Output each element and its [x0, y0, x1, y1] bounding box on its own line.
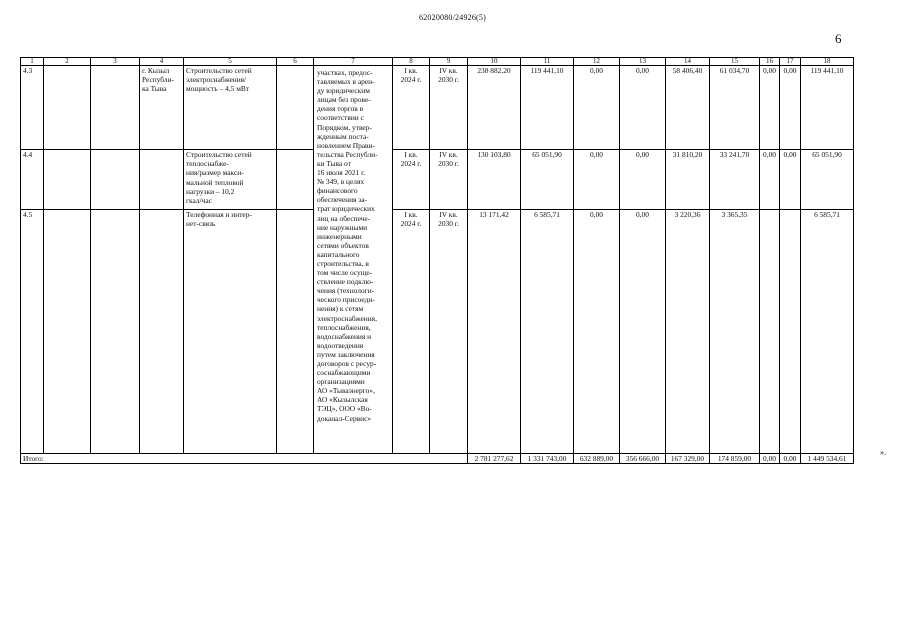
table-row — [21, 210, 854, 454]
total-row — [21, 454, 854, 464]
column-number: 12 — [574, 58, 620, 66]
row-number: 4.3 — [21, 66, 44, 150]
amount-cell: 65 051,90 — [521, 150, 574, 210]
amount-cell: 33 241,70 — [710, 150, 760, 210]
amount-cell: 0,00 — [620, 150, 666, 210]
end-date-cell: IV кв. 2030 г. — [430, 210, 468, 454]
start-date-cell: I кв. 2024 г. — [393, 210, 430, 454]
amount-cell: 0,00 — [760, 66, 780, 150]
cell-col2 — [44, 66, 91, 150]
amount-cell: 6 585,71 — [521, 210, 574, 454]
cell-col6 — [277, 150, 314, 210]
cell-col3 — [91, 150, 140, 210]
row-number: 4.5 — [21, 210, 44, 454]
amount-cell: 0,00 — [574, 210, 620, 454]
column-number: 5 — [184, 58, 277, 66]
location-cell — [140, 210, 184, 454]
closing-mark: ». — [880, 448, 886, 457]
column-number-row — [21, 58, 854, 66]
amount-cell: 130 103,80 — [468, 150, 521, 210]
column-number: 8 — [393, 58, 430, 66]
amount-cell: 58 406,40 — [666, 66, 710, 150]
amount-cell: 3 365,35 — [710, 210, 760, 454]
cell-col2 — [44, 150, 91, 210]
cell-col6 — [277, 210, 314, 454]
amount-cell: 65 051,90 — [801, 150, 854, 210]
page-number: 6 — [835, 31, 842, 46]
document-id: 62020080/24926(5) — [419, 13, 486, 22]
column-number: 10 — [468, 58, 521, 66]
total-amount: 356 666,00 — [620, 454, 666, 464]
object-name-cell: Строительство сетей электроснабжения/ мощность – 4,5 мВт — [184, 66, 277, 150]
column-number: 3 — [91, 58, 140, 66]
column-number: 6 — [277, 58, 314, 66]
column-number: 2 — [44, 58, 91, 66]
column-number: 7 — [314, 58, 393, 66]
column-number: 17 — [780, 58, 801, 66]
program-table — [20, 57, 854, 464]
total-label: Итого: — [21, 454, 468, 464]
amount-cell: 0,00 — [620, 66, 666, 150]
amount-cell: 0,00 — [780, 66, 801, 150]
amount-cell: 6 585,71 — [801, 210, 854, 454]
amount-cell — [760, 210, 780, 454]
column-number: 16 — [760, 58, 780, 66]
cell-col6 — [277, 66, 314, 150]
object-name-cell: Телефонная и интер- нет-связь — [184, 210, 277, 454]
cell-col3 — [91, 66, 140, 150]
amount-cell: 61 034,70 — [710, 66, 760, 150]
purpose-description: участках, предос- тавляемых в арен- ду юридическим лицам без прове- дения торгов в соответствии с Порядком, утвер- жденным поста- новлением Прави- тельства Республи- ки Тыва от 16 июля 2021 г. № 349, в целях финансового обеспечения за- трат юридических лиц на обеспече- ние наружными инженерными сетями объектов капитального строительства, в том числе осуще- ствление подклю- чения (технологи- ческого присоеди- нения) к сетям электроснабжения, теплоснабжения, водоснабжения и водоотведения путем заключения договоров с ресур- соснабжающими организациями АО «Тываэнерго», АО «Кызылская ТЭЦ», ООО «Во- доканал-Сервис» — [314, 66, 393, 454]
cell-col3 — [91, 210, 140, 454]
amount-cell: 13 171,42 — [468, 210, 521, 454]
start-date-cell: I кв. 2024 г. — [393, 66, 430, 150]
total-amount: 0,00 — [760, 454, 780, 464]
column-number: 15 — [710, 58, 760, 66]
amount-cell: 3 220,36 — [666, 210, 710, 454]
object-name-cell: Строительство сетей теплоснабже- ния/размер макси- мальной тепловой нагрузки – 10,2 гкал/час — [184, 150, 277, 210]
amount-cell: 119 441,10 — [521, 66, 574, 150]
end-date-cell: IV кв. 2030 г. — [430, 150, 468, 210]
column-number: 9 — [430, 58, 468, 66]
total-amount: 1 449 534,61 — [801, 454, 854, 464]
amount-cell — [780, 210, 801, 454]
column-number: 4 — [140, 58, 184, 66]
location-cell — [140, 150, 184, 210]
total-amount: 1 331 743,00 — [521, 454, 574, 464]
amount-cell: 238 882,20 — [468, 66, 521, 150]
location-cell: г. Кызыл Республи- ка Тыва — [140, 66, 184, 150]
amount-cell: 0,00 — [574, 66, 620, 150]
total-amount: 167 329,00 — [666, 454, 710, 464]
amount-cell: 0,00 — [620, 210, 666, 454]
column-number: 1 — [21, 58, 44, 66]
total-amount: 0,00 — [780, 454, 801, 464]
total-amount: 174 859,00 — [710, 454, 760, 464]
column-number: 13 — [620, 58, 666, 66]
amount-cell: 0,00 — [780, 150, 801, 210]
end-date-cell: IV кв. 2030 г. — [430, 66, 468, 150]
table-row — [21, 66, 854, 150]
amount-cell: 119 441,10 — [801, 66, 854, 150]
amount-cell: 0,00 — [574, 150, 620, 210]
amount-cell: 31 810,20 — [666, 150, 710, 210]
cell-col2 — [44, 210, 91, 454]
amount-cell: 0,00 — [760, 150, 780, 210]
table-row — [21, 150, 854, 210]
column-number: 18 — [801, 58, 854, 66]
total-amount: 2 781 277,62 — [468, 454, 521, 464]
row-number: 4.4 — [21, 150, 44, 210]
start-date-cell: I кв. 2024 г. — [393, 150, 430, 210]
total-amount: 632 889,00 — [574, 454, 620, 464]
column-number: 11 — [521, 58, 574, 66]
column-number: 14 — [666, 58, 710, 66]
